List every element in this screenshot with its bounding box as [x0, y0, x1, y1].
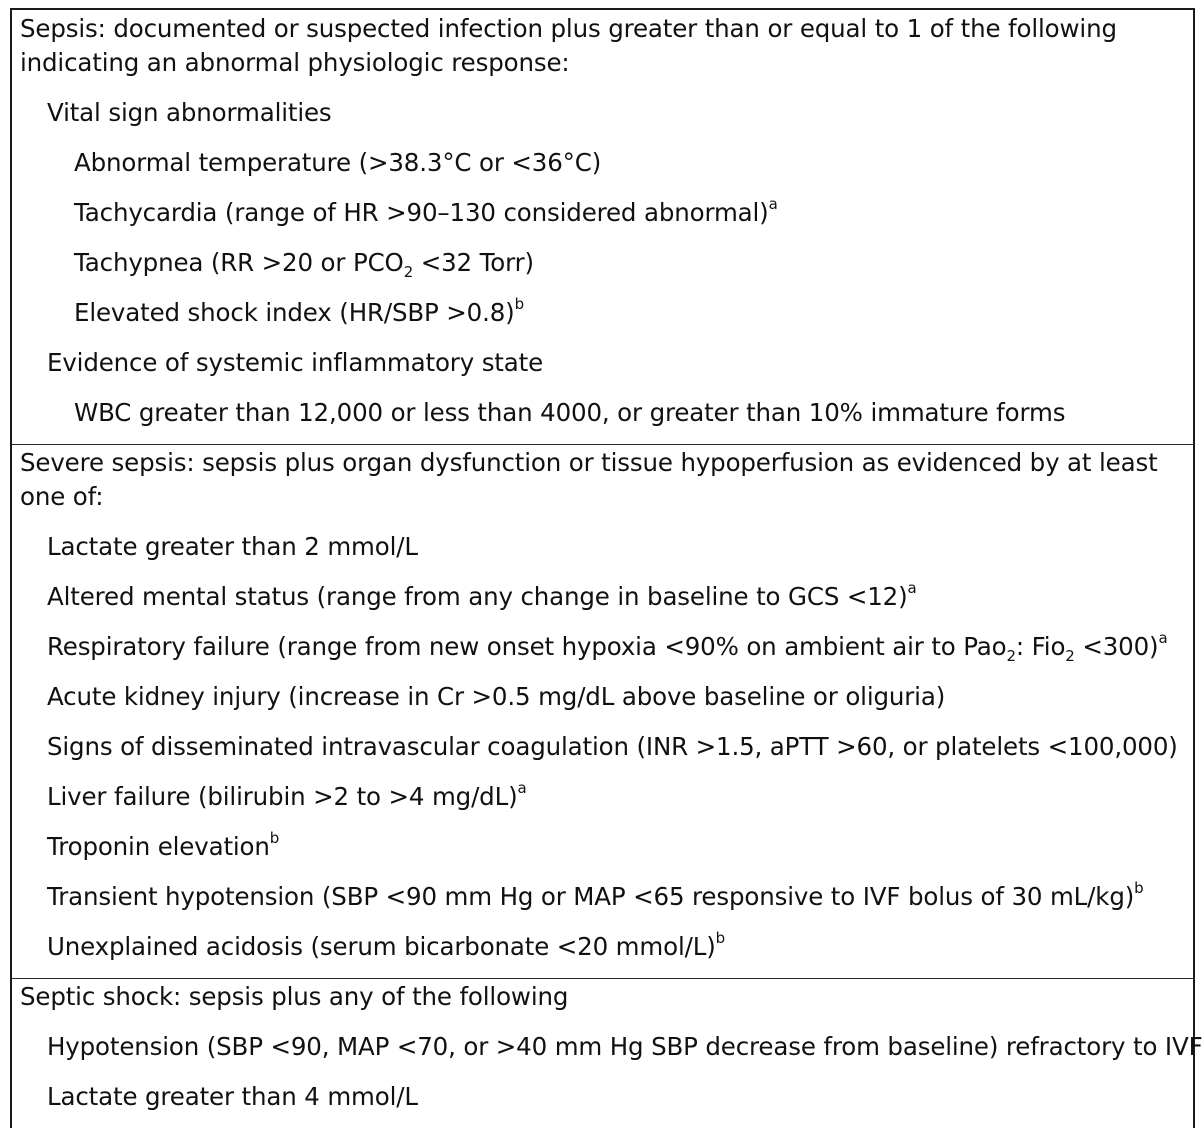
- subscript: 2: [1065, 646, 1075, 665]
- criteria-item-text: Respiratory failure (range from new onset hypoxia <90% on ambient air to Pao: [47, 632, 1007, 661]
- criteria-item: Acute kidney injury (increase in Cr >0.5 mg/dL above baseline or oliguria): [47, 682, 946, 711]
- section-header-septic-shock: Septic shock: sepsis plus any of the following: [20, 982, 569, 1011]
- footnote-marker: b: [514, 294, 524, 313]
- criteria-item: [47, 880, 1144, 914]
- criteria-item: [47, 780, 527, 814]
- criteria-item-text: Transient hypotension (SBP <90 mm Hg or MAP <65 responsive to IVF bolus of 30 mL/kg): [47, 882, 1135, 911]
- section-divider: [12, 978, 1193, 979]
- section-divider: [12, 444, 1193, 445]
- criteria-item: WBC greater than 12,000 or less than 4000, or greater than 10% immature forms: [74, 398, 1066, 427]
- criteria-item: Abnormal temperature (>38.3°C or <36°C): [74, 148, 602, 177]
- criteria-item: Lactate greater than 4 mmol/L: [47, 1082, 418, 1111]
- criteria-item: Vital sign abnormalities: [47, 98, 332, 127]
- footnote-marker: a: [768, 194, 778, 213]
- criteria-item: [74, 196, 778, 230]
- criteria-item-text: <300): [1074, 632, 1159, 661]
- criteria-item: [47, 580, 917, 614]
- criteria-item: [74, 246, 534, 280]
- criteria-item-text: Tachypnea (RR >20 or PCO: [74, 248, 404, 277]
- criteria-item-text: <32 Torr): [413, 248, 534, 277]
- footnote-marker: b: [269, 828, 280, 847]
- criteria-item: Hypotension (SBP <90, MAP <70, or >40 mm Hg SBP decrease from baseline) refractory to IVF: [47, 1032, 1203, 1061]
- criteria-item: Evidence of systemic inflammatory state: [47, 348, 544, 377]
- section-header-severe-sepsis: Severe sepsis: sepsis plus organ dysfunction or tissue hypoperfusion as evidenced by at least one of:: [20, 448, 1158, 511]
- criteria-item: [47, 630, 1168, 664]
- criteria-item: [47, 830, 279, 864]
- criteria-item-text: Troponin elevation: [47, 832, 270, 861]
- criteria-item-text: Altered mental status (range from any change in baseline to GCS <12): [47, 582, 908, 611]
- footnote-marker: b: [1134, 878, 1144, 897]
- subscript: 2: [403, 262, 414, 281]
- subscript: 2: [1006, 646, 1016, 665]
- footnote-marker: a: [907, 578, 917, 597]
- criteria-item: Lactate greater than 2 mmol/L: [47, 532, 418, 561]
- footnote-marker: a: [1158, 628, 1168, 647]
- criteria-item-text: Tachycardia (range of HR >90–130 considered abnormal): [74, 198, 769, 227]
- criteria-item: [74, 296, 524, 330]
- criteria-item-text: Unexplained acidosis (serum bicarbonate <20 mmol/L): [47, 932, 716, 961]
- criteria-item-text: Elevated shock index (HR/SBP >0.8): [74, 298, 515, 327]
- criteria-item-text: Liver failure (bilirubin >2 to >4 mg/dL): [47, 782, 518, 811]
- sepsis-criteria-table: [10, 8, 1203, 1128]
- footnote-marker: b: [715, 928, 725, 947]
- criteria-item: Signs of disseminated intravascular coagulation (INR >1.5, aPTT >60, or platelets <100,000): [47, 732, 1178, 761]
- criteria-item-text: : Fio: [1015, 632, 1066, 661]
- footnote-marker: a: [517, 778, 527, 797]
- criteria-item: [47, 930, 725, 964]
- section-header-sepsis: Sepsis: documented or suspected infection plus greater than or equal to 1 of the following indicating an abnormal physiologic response:: [20, 14, 1117, 77]
